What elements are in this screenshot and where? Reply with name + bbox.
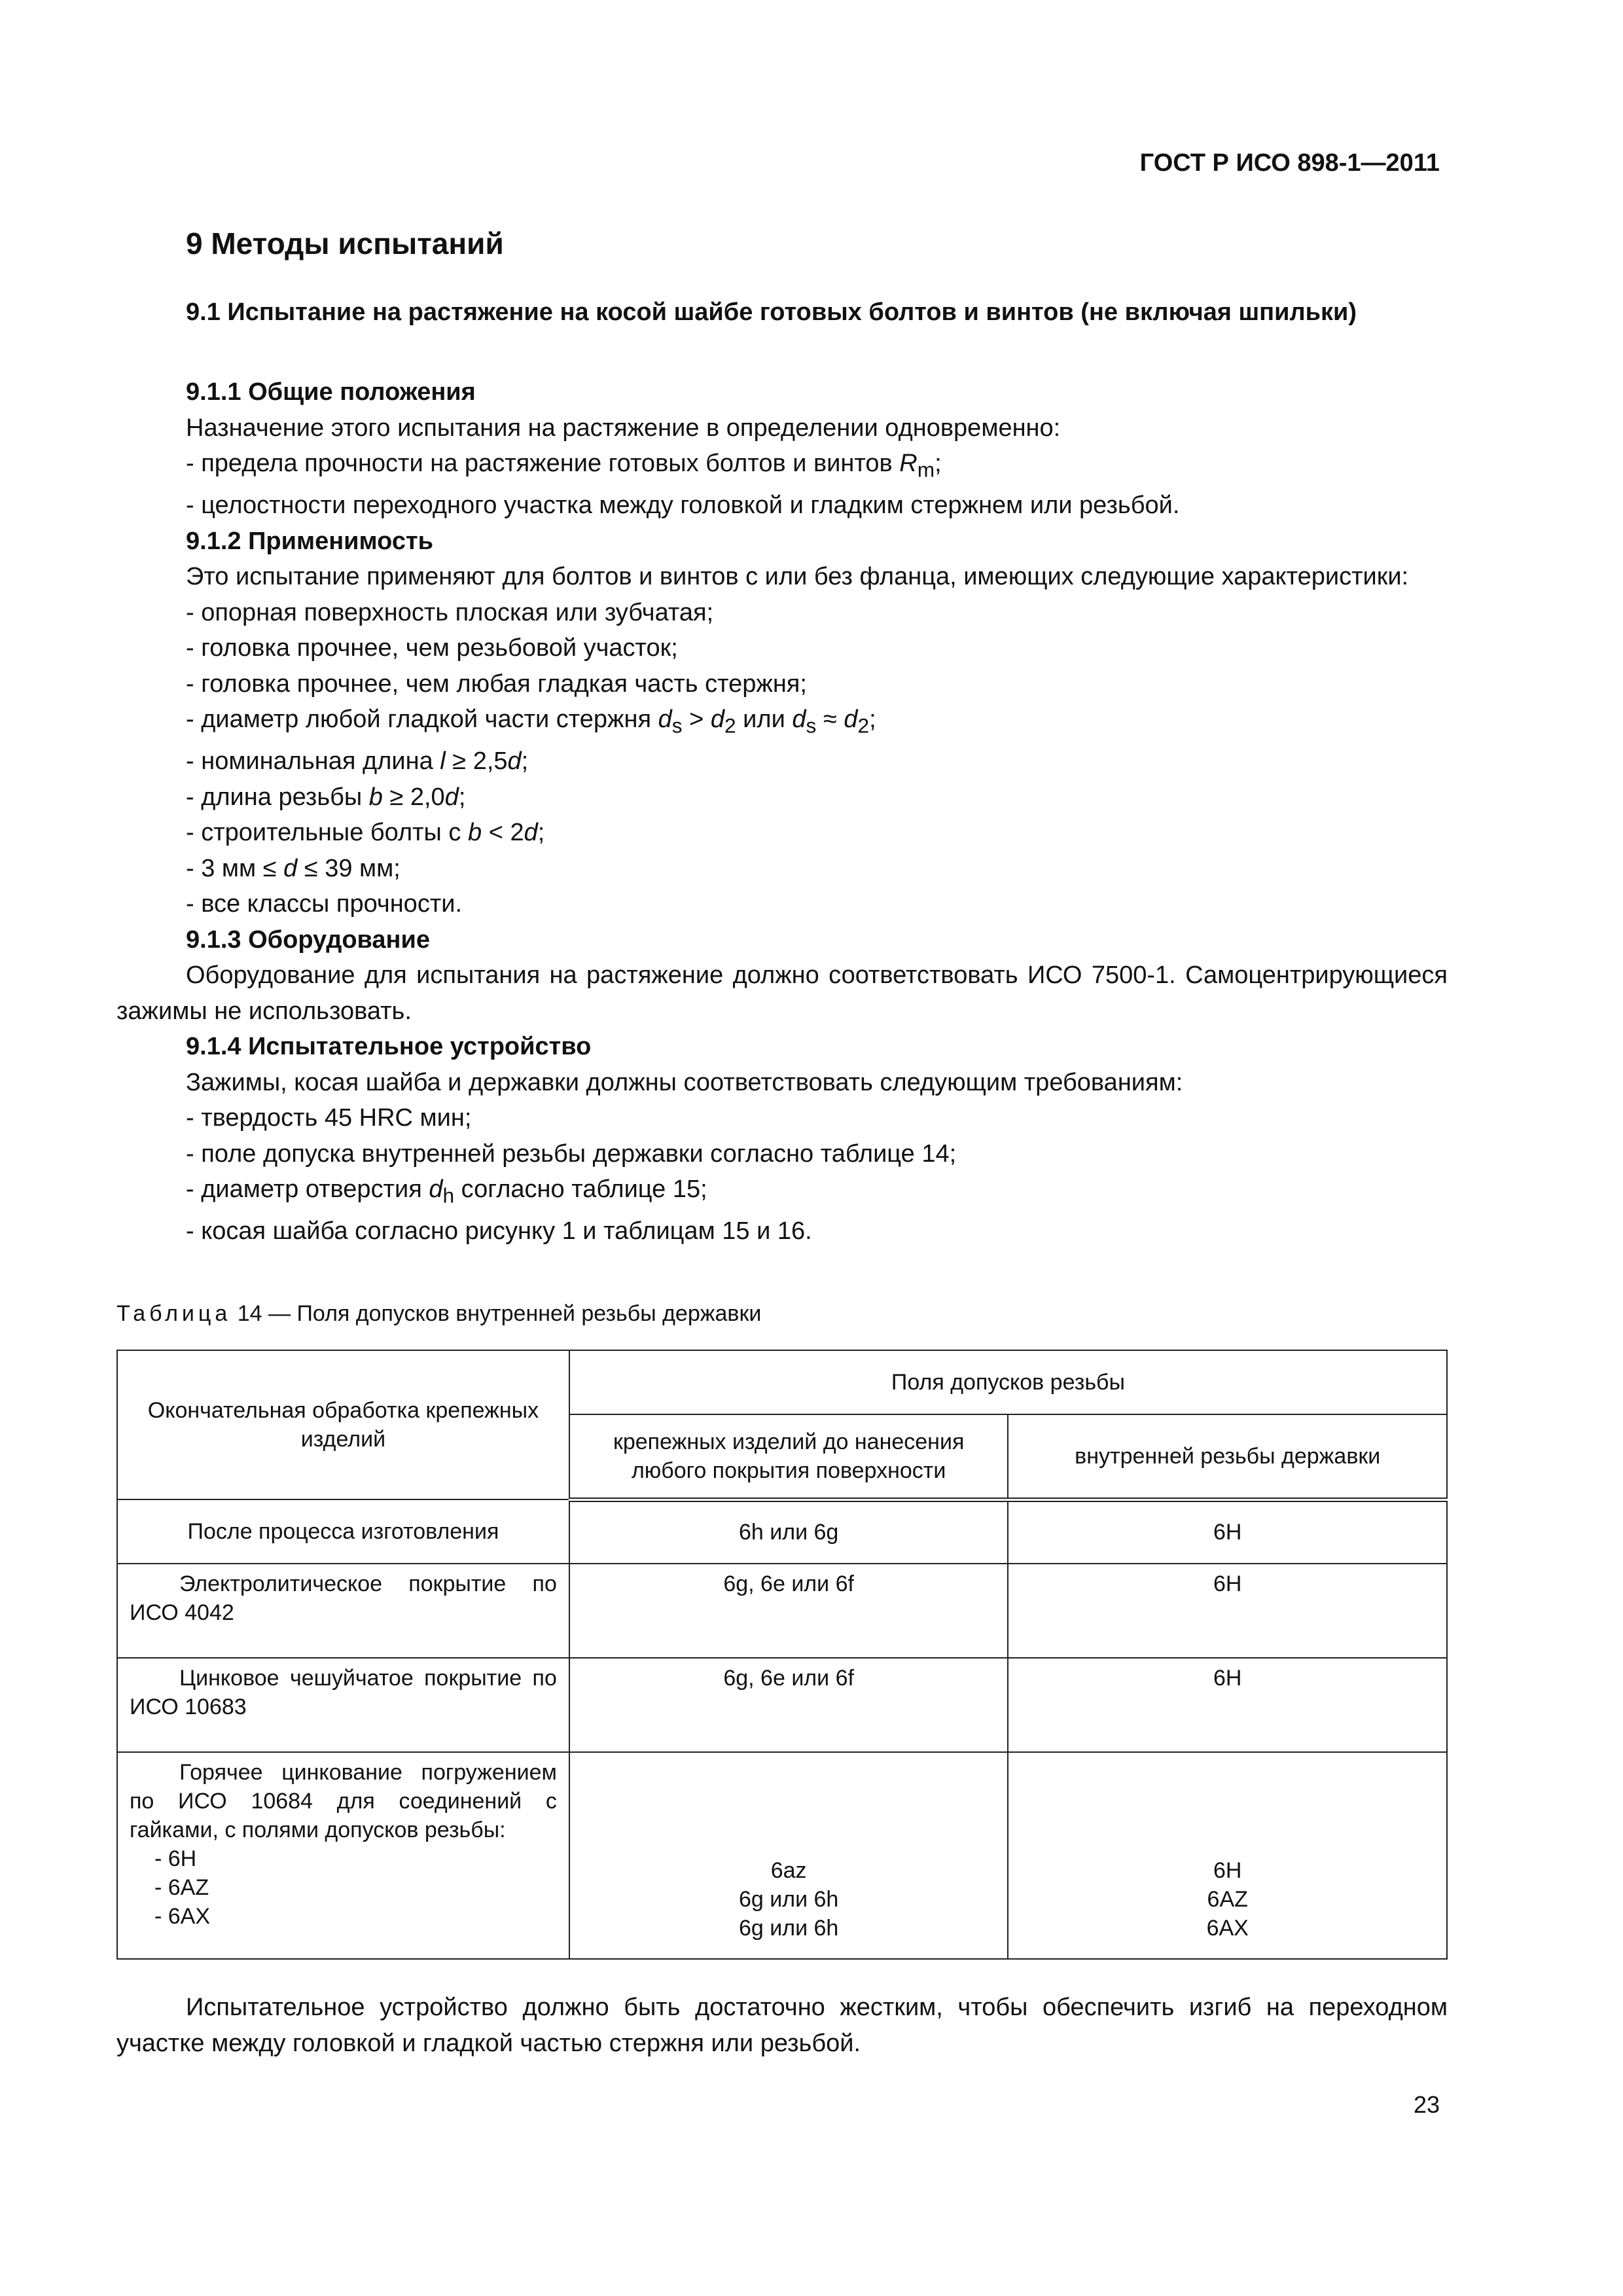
list-item: - длина резьбы b ≥ 2,0d; <box>186 783 466 811</box>
table-cell: 6g, 6e или 6f <box>569 1658 1008 1752</box>
list-item: - все классы прочности. <box>186 890 463 918</box>
closing-paragraph: Испытательное устройство должно быть достаточно жестким, чтобы обеспечить изгиб на переходном участке между головкой и гладкой частью стержня или резьбой. <box>116 1994 1448 2057</box>
table-cell: 6h или 6g <box>569 1499 1008 1564</box>
list-item: - головка прочнее, чем резьбовой участок; <box>186 634 678 662</box>
page-number: 23 <box>1413 2091 1440 2118</box>
header-finish: Окончательная обработка крепежных изделий <box>117 1350 569 1499</box>
table-cell: 6H <box>1008 1564 1447 1658</box>
section-title: 9 Методы испытаний <box>186 226 504 260</box>
tolerance-table <box>116 1350 1448 1960</box>
list-item: - твердость 45 HRC мин; <box>186 1104 472 1132</box>
table-row <box>117 1499 1447 1564</box>
table-cell: 6H <box>1008 1658 1447 1752</box>
list-item: - номинальная длина l ≥ 2,5d; <box>186 747 529 776</box>
table-row <box>117 1658 1447 1752</box>
list-item: - косая шайба согласно рисунку 1 и таблицам 15 и 16. <box>186 1217 812 1246</box>
body-text <box>116 374 1448 1249</box>
list-item: - строительные болты с b < 2d; <box>186 819 545 847</box>
table-cell: Цинковое чешуйчатое покрытие по ИСО 10683 <box>117 1658 569 1752</box>
header-fastener: крепежных изделий до нанесения любого покрытия поверхности <box>569 1414 1008 1499</box>
standard-header: ГОСТ Р ИСО 898-1—2011 <box>1139 149 1440 177</box>
heading-9-1-4: 9.1.4 Испытательное устройство <box>186 1033 592 1061</box>
heading-9-1-3: 9.1.3 Оборудование <box>186 925 430 954</box>
list-item: - головка прочнее, чем любая гладкая часть стержня; <box>186 670 807 698</box>
table-row <box>117 1564 1447 1658</box>
list-item: - целостности переходного участка между головкой и гладким стержнем или резьбой. <box>186 492 1180 520</box>
list-item: - 3 мм ≤ d ≤ 39 мм; <box>186 854 401 882</box>
subsection-title: 9.1 Испытание на растяжение на косой шайбе готовых болтов и винтов (не включая шпильки) <box>186 298 1357 326</box>
table-caption: Таблица 14 — Поля допусков внутренней резьбы державки <box>116 1301 762 1326</box>
table-cell: После процесса изготовления <box>117 1499 569 1564</box>
paragraph: Оборудование для испытания на растяжение должно соответствовать ИСО 7500-1. Самоцентрирующиеся зажимы не использовать. <box>116 961 1448 1025</box>
table-cell: 6az 6g или 6h 6g или 6h <box>569 1752 1008 1959</box>
list-item: - опорная поверхность плоская или зубчатая; <box>186 598 714 626</box>
table-cell: Электролитическое покрытие по ИСО 4042 <box>117 1564 569 1658</box>
paragraph: Назначение этого испытания на растяжение в определении одновременно: <box>186 414 1061 442</box>
paragraph: Зажимы, косая шайба и державки должны соответствовать следующим требованиям: <box>186 1068 1183 1096</box>
header-tolerance-group: Поля допусков резьбы <box>569 1350 1447 1414</box>
heading-9-1-2: 9.1.2 Применимость <box>186 527 433 555</box>
table-row <box>117 1752 1447 1959</box>
table-cell: 6H <box>1008 1499 1447 1564</box>
list-item: - предела прочности на растяжение готовых болтов и винтов $R_m$; <box>186 450 942 482</box>
paragraph: Это испытание применяют для болтов и винтов с или без фланца, имеющих следующие характеристики: <box>186 563 1409 591</box>
table-cell: Горячее цинкование погружением по ИСО 10684 для соединений с гайками, с полями допусков резьбы: - 6H - 6AZ - 6AX <box>117 1752 569 1959</box>
list-item: - диаметр отверстия $d_h$ согласно таблице 15; <box>186 1175 707 1208</box>
header-holder: внутренней резьбы державки <box>1008 1414 1447 1499</box>
table-cell: 6H 6AZ 6AX <box>1008 1752 1447 1959</box>
table-cell: 6g, 6e или 6f <box>569 1564 1008 1658</box>
heading-9-1-1: 9.1.1 Общие положения <box>186 378 476 406</box>
list-item: - поле допуска внутренней резьбы державки согласно таблице 14; <box>186 1139 957 1168</box>
list-item: - диаметр любой гладкой части стержня $d_s > d_2$ или $d_s \approx d_2$; <box>186 706 876 738</box>
